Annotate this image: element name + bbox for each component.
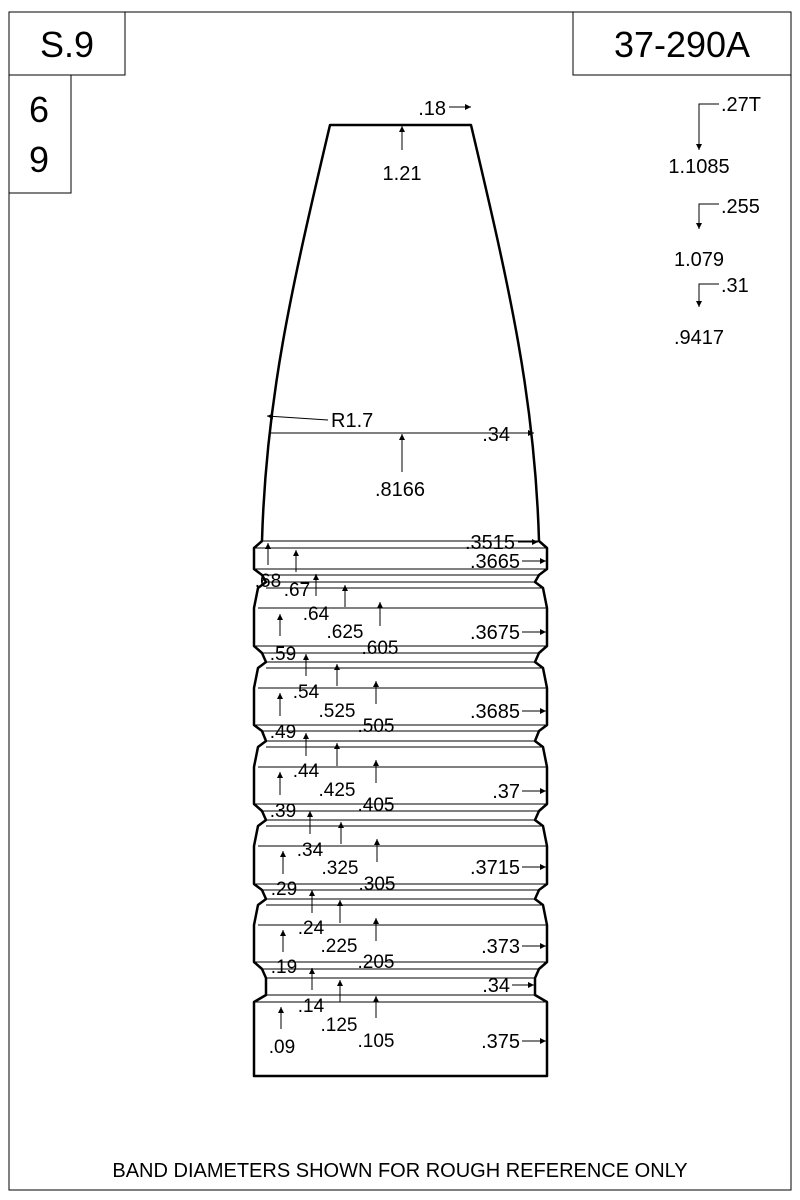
radius-leader <box>267 416 328 420</box>
groove-4-c: .425 <box>318 780 356 801</box>
side-spec-1-length: 1.1085 <box>668 156 730 178</box>
groove-4-a: .39 <box>269 801 297 822</box>
groove-6-c: .225 <box>320 936 358 957</box>
band-dia-3: .3675 <box>469 622 520 644</box>
band-dia-5: .37 <box>492 781 520 803</box>
side-spec-3-dia: .31 <box>721 275 749 297</box>
groove-4-d: .405 <box>357 795 395 816</box>
cavity-count-bottom: 9 <box>28 139 50 180</box>
cavity-count-top: 6 <box>28 89 50 130</box>
groove-4-b: .44 <box>292 761 320 782</box>
band-dia-4: .3685 <box>469 701 520 723</box>
groove-6-b: .24 <box>297 918 325 939</box>
groove-1-b: .67 <box>283 580 311 601</box>
footer-note: BAND DIAMETERS SHOWN FOR ROUGH REFERENCE ONLY <box>112 1160 688 1182</box>
groove-6-d: .205 <box>357 952 395 973</box>
drawing-border <box>9 12 791 1190</box>
groove-2-c: .625 <box>326 622 364 643</box>
meplat-dia-label: .18 <box>418 98 446 120</box>
band-dia-1: .3515 <box>464 532 515 554</box>
groove-5-d: .305 <box>358 874 396 895</box>
groove-5-c: .325 <box>321 858 359 879</box>
band-dia-2: .3665 <box>469 551 520 573</box>
radius-label: R1.7 <box>331 410 374 432</box>
nose-length-label: 1.21 <box>382 163 422 185</box>
groove-3-a: .49 <box>269 722 297 743</box>
groove-3-d: .505 <box>357 716 395 737</box>
header-right-code: 37-290A <box>613 24 751 65</box>
bore-riding-length-label: .8166 <box>374 479 426 501</box>
groove-depth-labels <box>255 571 399 1058</box>
groove-2-b: .64 <box>302 604 330 625</box>
band-dia-6: .3715 <box>469 857 520 879</box>
groove-1-a: .68 <box>254 571 282 592</box>
groove-3-b: .54 <box>292 682 320 703</box>
side-spec-2-length: 1.079 <box>673 249 725 271</box>
side-specs <box>699 104 719 307</box>
groove-2-d: .605 <box>361 638 399 659</box>
groove-5-b: .34 <box>296 840 324 861</box>
groove-7-a: .09 <box>268 1037 296 1058</box>
band-dia-9: .375 <box>481 1031 520 1053</box>
groove-7-b: .14 <box>297 996 325 1017</box>
side-spec-3-length: .9417 <box>673 327 725 349</box>
groove-6-a: .19 <box>270 957 298 978</box>
side-spec-2-dia: .255 <box>721 196 760 218</box>
groove-7-d: .105 <box>357 1031 395 1052</box>
groove-7-c: .125 <box>320 1015 358 1036</box>
groove-2-a: .59 <box>269 644 297 665</box>
band-dia-8: .34 <box>482 975 510 997</box>
groove-5-a: .29 <box>270 879 298 900</box>
side-spec-1-dia: .27T <box>721 94 762 116</box>
groove-3-c: .525 <box>318 701 356 722</box>
bore-riding-dia-label: .34 <box>482 424 510 446</box>
band-dia-7: .373 <box>481 936 520 958</box>
nose-dimensions <box>267 107 534 472</box>
header-left-code: S.9 <box>39 24 95 65</box>
